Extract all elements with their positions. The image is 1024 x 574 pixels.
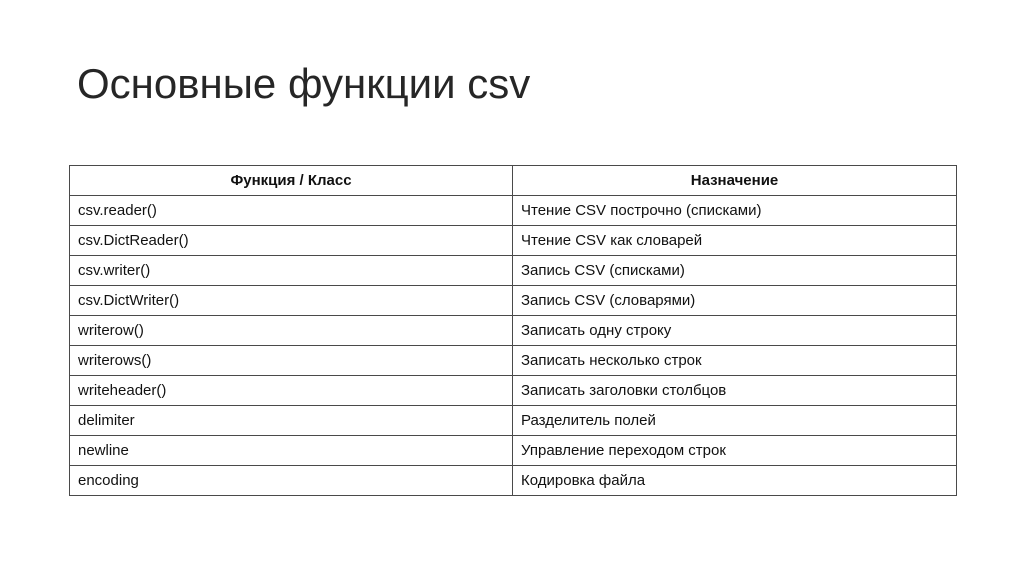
cell-purpose: Запись CSV (списками) — [513, 256, 957, 286]
functions-table — [69, 165, 957, 496]
cell-purpose: Записать одну строку — [513, 316, 957, 346]
cell-purpose: Разделитель полей — [513, 406, 957, 436]
cell-purpose: Управление переходом строк — [513, 436, 957, 466]
table-row — [70, 286, 957, 316]
cell-function: csv.DictWriter() — [70, 286, 513, 316]
cell-function: newline — [70, 436, 513, 466]
table-row — [70, 406, 957, 436]
cell-function: writerow() — [70, 316, 513, 346]
table-row — [70, 436, 957, 466]
table-row — [70, 226, 957, 256]
cell-purpose: Запись CSV (словарями) — [513, 286, 957, 316]
table-row — [70, 316, 957, 346]
slide-title: Основные функции csv — [77, 60, 531, 107]
cell-purpose: Записать несколько строк — [513, 346, 957, 376]
cell-purpose: Чтение CSV построчно (списками) — [513, 196, 957, 226]
table-row — [70, 256, 957, 286]
table-row — [70, 376, 957, 406]
column-header-function: Функция / Класс — [70, 166, 513, 196]
table-row — [70, 466, 957, 496]
table-row — [70, 196, 957, 226]
cell-function: writeheader() — [70, 376, 513, 406]
cell-function: csv.DictReader() — [70, 226, 513, 256]
cell-function: csv.writer() — [70, 256, 513, 286]
table-header-row — [70, 166, 957, 196]
table-row — [70, 346, 957, 376]
cell-function: delimiter — [70, 406, 513, 436]
cell-function: writerows() — [70, 346, 513, 376]
cell-function: encoding — [70, 466, 513, 496]
cell-purpose: Чтение CSV как словарей — [513, 226, 957, 256]
cell-purpose: Кодировка файла — [513, 466, 957, 496]
cell-purpose: Записать заголовки столбцов — [513, 376, 957, 406]
cell-function: csv.reader() — [70, 196, 513, 226]
column-header-purpose: Назначение — [513, 166, 957, 196]
